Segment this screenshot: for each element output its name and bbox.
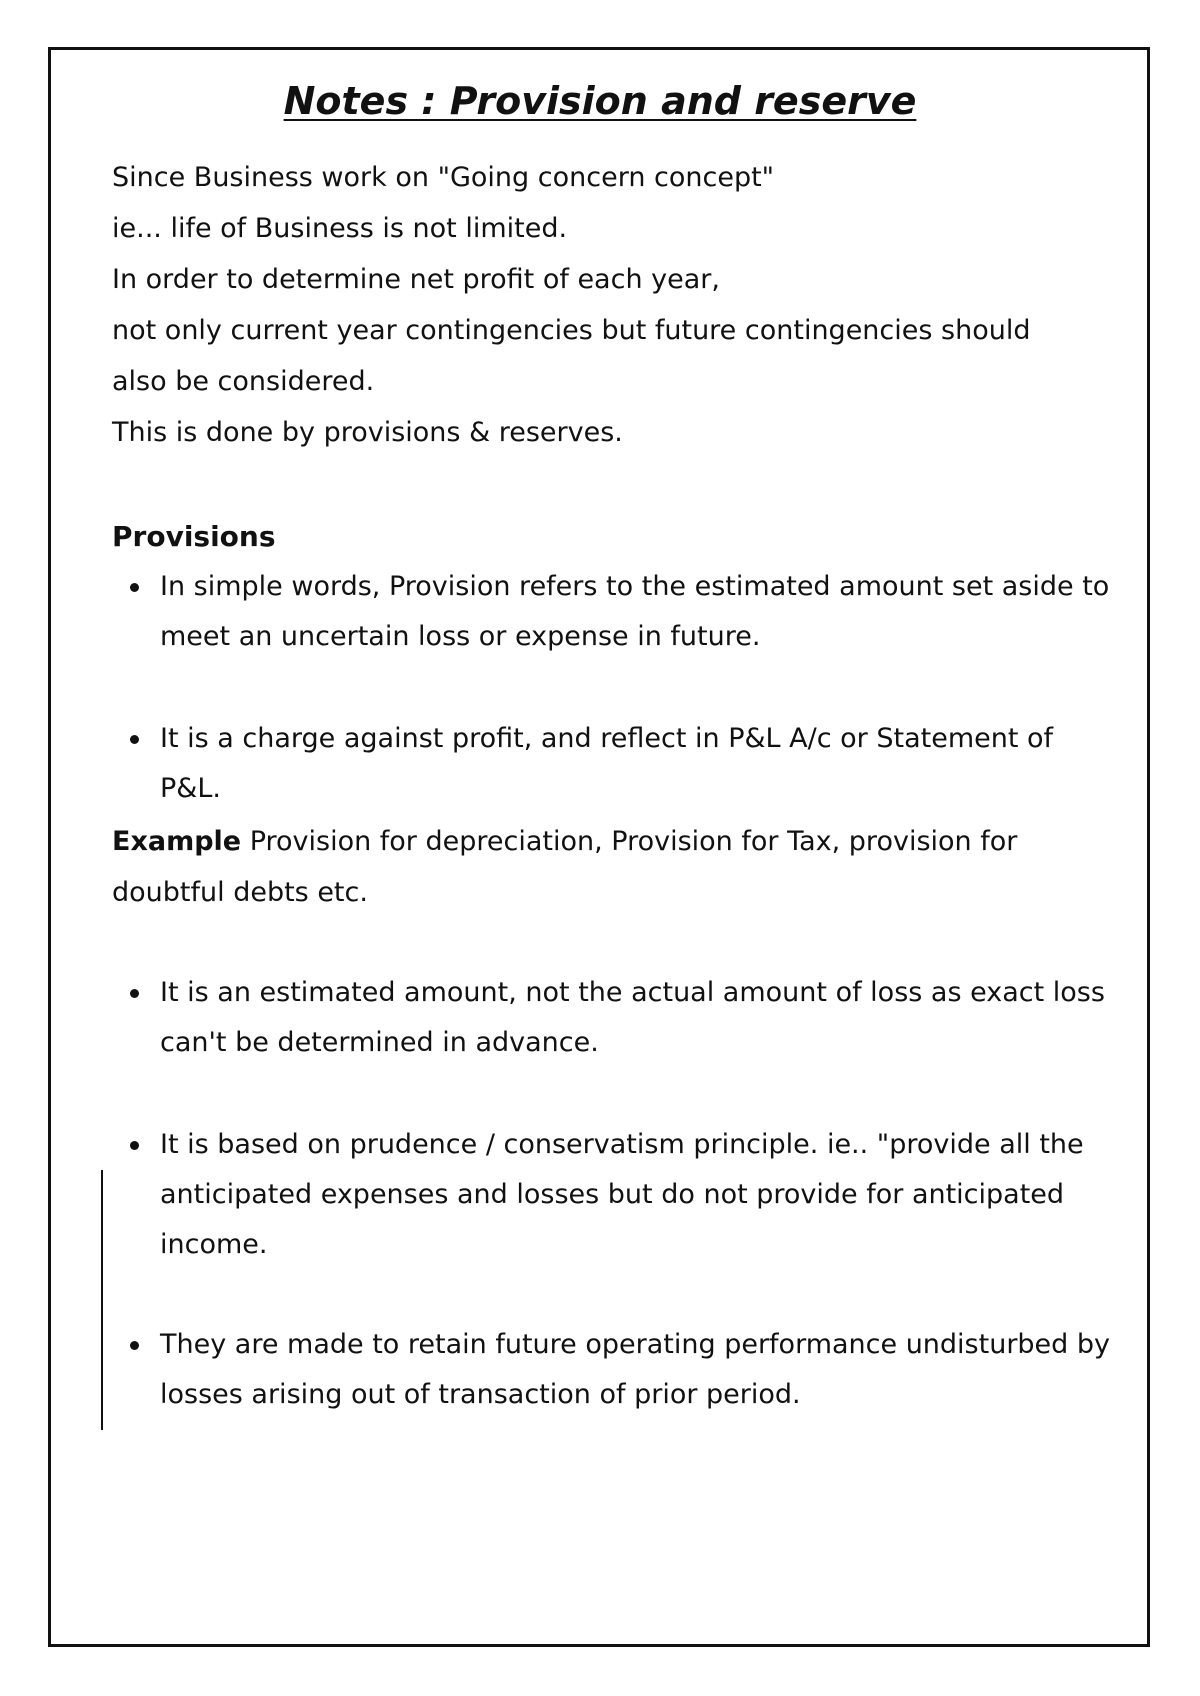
list-item: In simple words, Provision refers to the estimated amount set aside to meet an uncertain loss or expense in future. [160,562,1120,662]
intro-line: not only current year contingencies but future contingencies should [112,315,1031,346]
page-title [0,76,1200,126]
example-text: Provision for depreciation, Provision for Tax, provision for doubtful debts etc. [112,826,1018,908]
margin-line [101,1170,103,1430]
list-item: It is based on prudence / conservatism principle. ie.. "provide all the anticipated expenses and losses but do not provide for anticipated income. [160,1120,1120,1270]
intro-line: also be considered. [112,366,375,397]
intro-line: In order to determine net profit of each year, [112,264,720,295]
section-heading-provisions: Provisions [112,520,276,553]
page-title-text: Notes : Provision and reserve [283,79,917,123]
intro-line: ie... life of Business is not limited. [112,213,568,244]
list-item: It is an estimated amount, not the actual amount of loss as exact loss can't be determined in advance. [160,968,1120,1068]
example-label: Example [112,826,242,857]
list-item: It is a charge against profit, and reflect in P&L A/c or Statement of P&L. [160,714,1120,814]
intro-line: This is done by provisions & reserves. [112,417,623,448]
intro-paragraph [112,152,1122,458]
list-item: They are made to retain future operating performance undisturbed by losses arising out of transaction of prior period. [160,1320,1120,1420]
intro-line: Since Business work on "Going concern concept" [112,162,775,193]
example-paragraph [112,816,1122,918]
